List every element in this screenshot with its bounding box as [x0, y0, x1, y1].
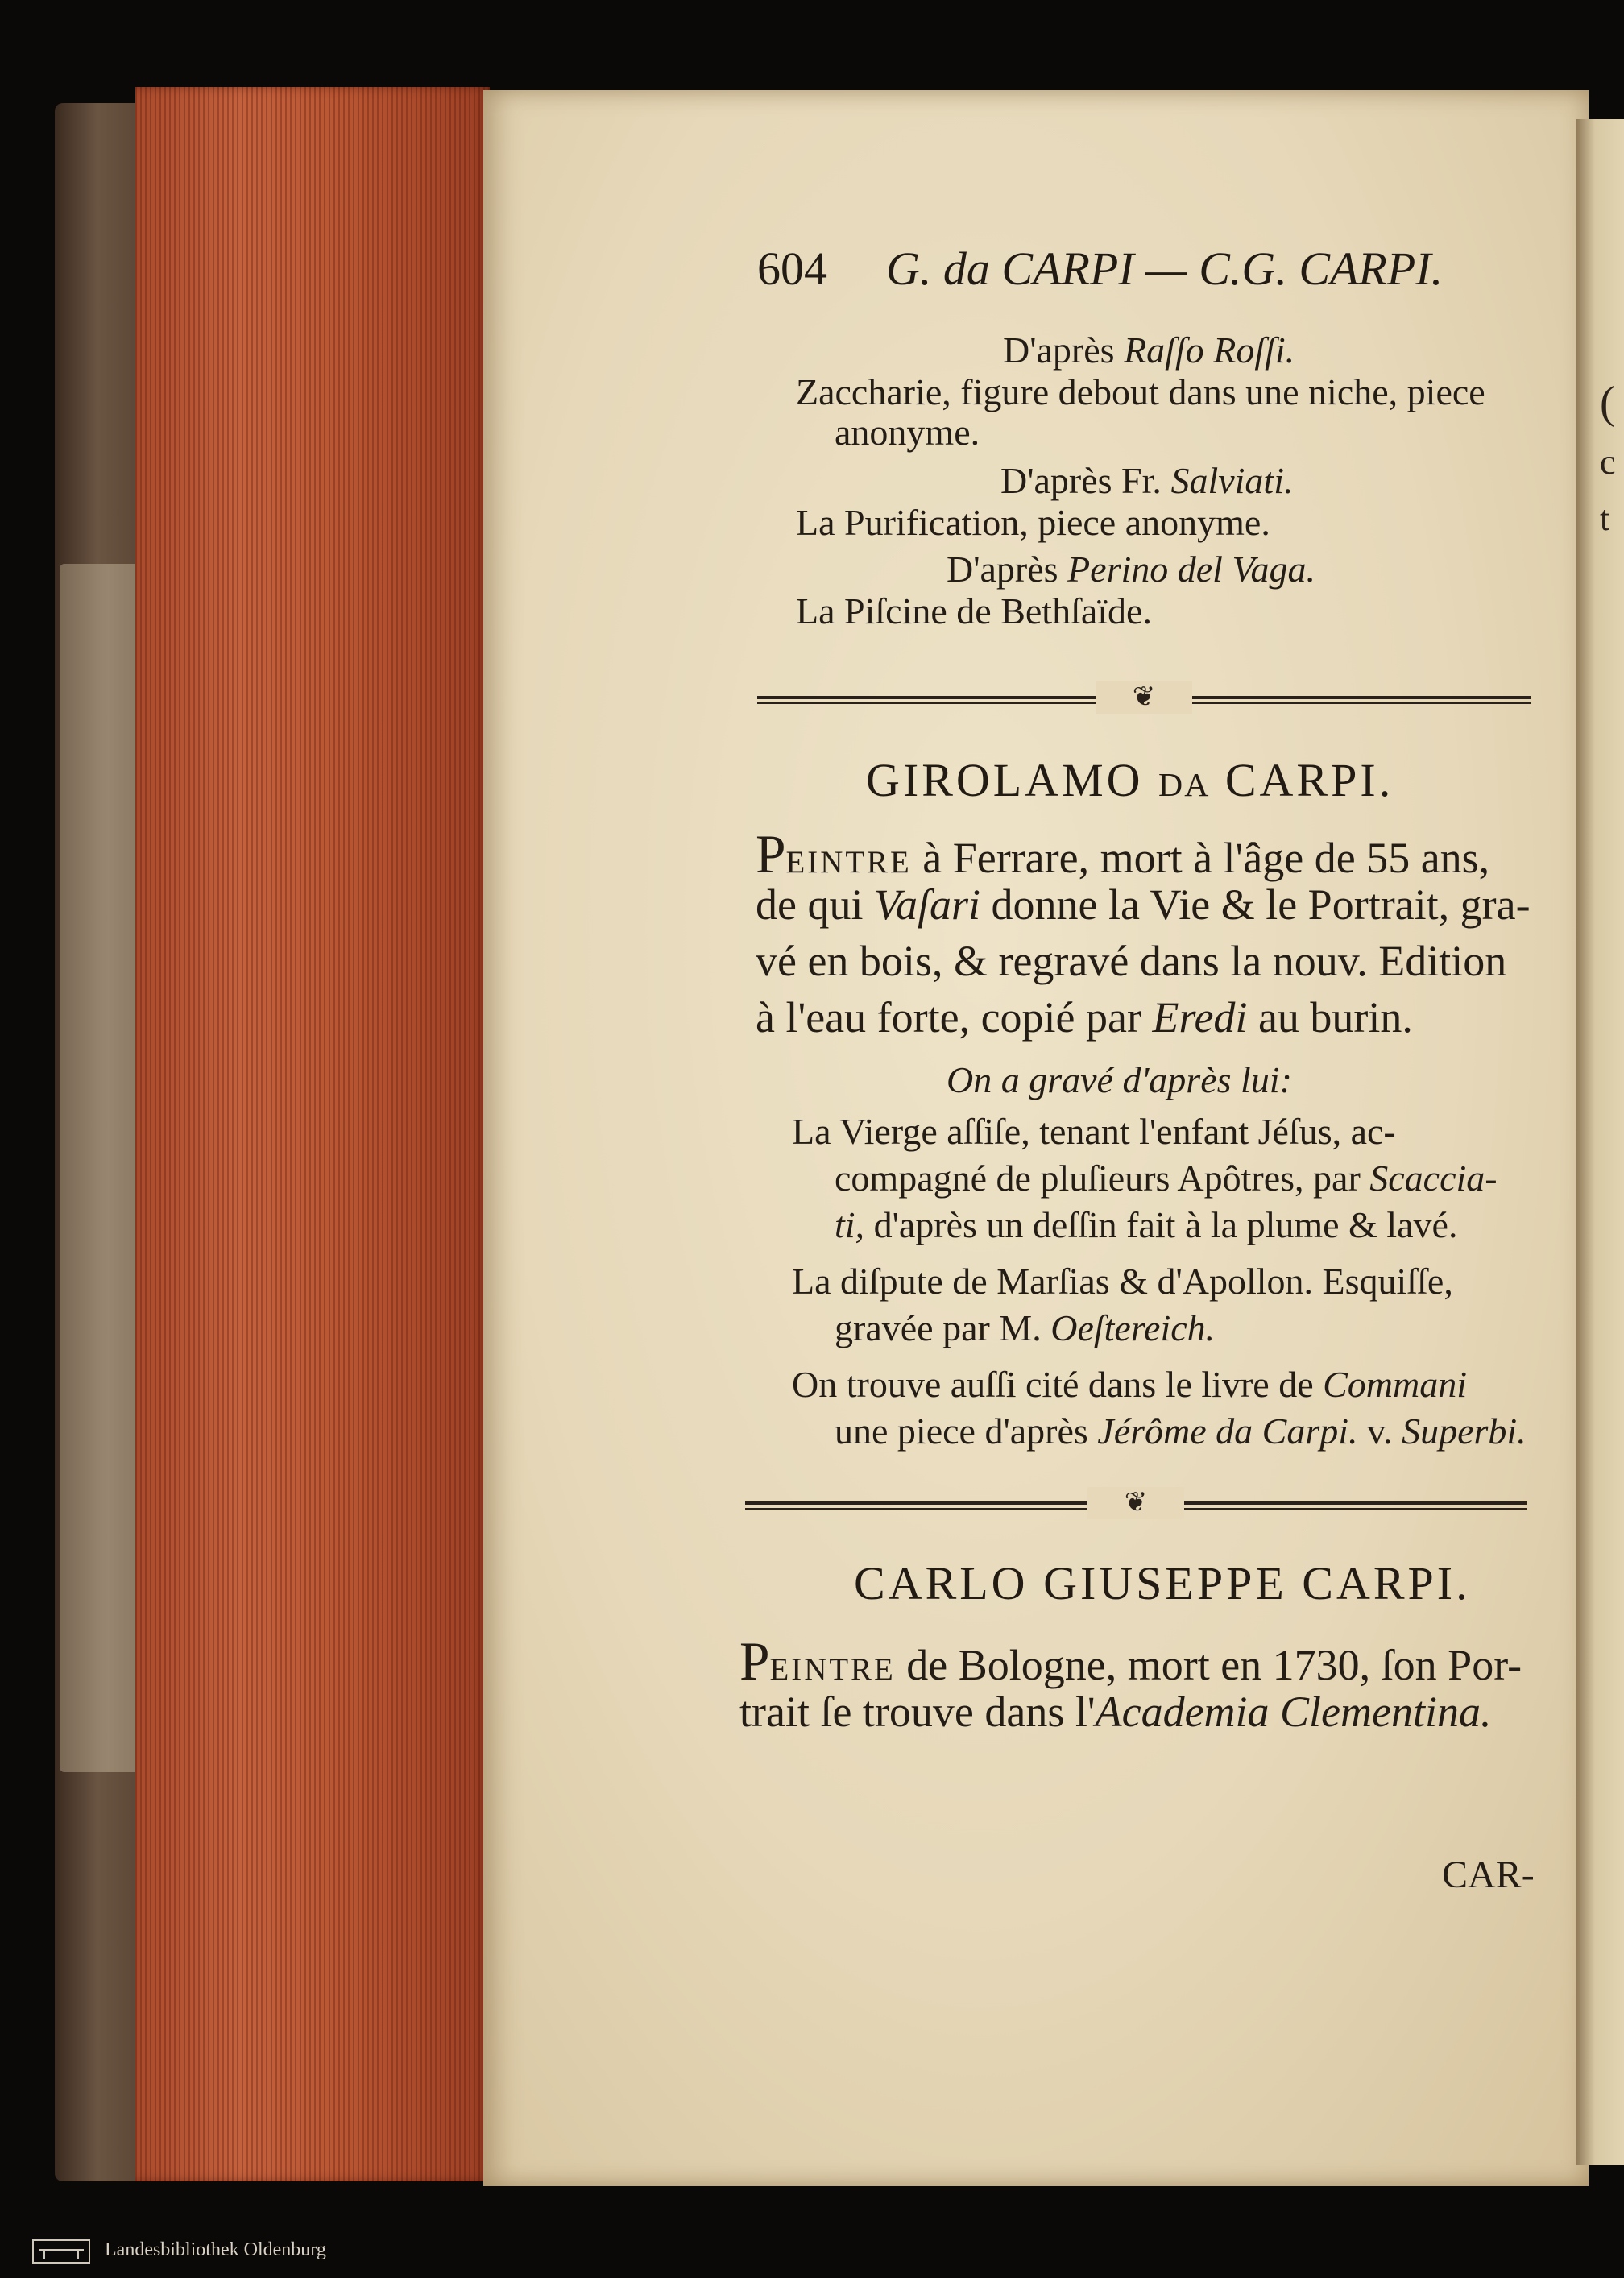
text-run: de qui [756, 880, 874, 929]
text-run: de Bologne, mort en 1730, ſon Por- [895, 1641, 1522, 1689]
running-title: G. da CARPI — C.G. CARPI. [886, 242, 1444, 295]
library-logo-icon [32, 2239, 90, 2264]
text-line [756, 880, 1531, 930]
italic-run: Salviati. [1170, 460, 1294, 501]
text-run: D'après [1003, 329, 1125, 371]
text-line [740, 1687, 1492, 1737]
italic-run: ti, [835, 1204, 865, 1245]
initial-letter: P [740, 1631, 770, 1692]
ornamental-rule [745, 1488, 1527, 1518]
text-run: La Vierge aſſiſe, tenant l'enfant Jéſus, ac- [792, 1111, 1396, 1152]
library-name: Landesbibliothek Oldenburg [105, 2239, 326, 2260]
text-line [756, 936, 1506, 986]
text-run: vé en bois, & regravé dans la nouv. Edition [756, 937, 1507, 985]
text-run: donne la Vie & le Portrait, gra- [980, 880, 1531, 929]
text-line [792, 1260, 1453, 1303]
italic-run: Jérôme da Carpi. [1097, 1410, 1358, 1452]
text-run: La diſpute de Marſias & d'Apollon. Esquiſſe, [792, 1261, 1453, 1302]
small-caps-run: EINTRE [769, 1652, 896, 1687]
text-run: trait ſe trouve dans l' [740, 1688, 1096, 1736]
next-page-glyph: ( [1600, 378, 1615, 428]
catchword: CAR- [1442, 1853, 1535, 1896]
ornament-icon: ❦ [1088, 1487, 1184, 1519]
text-run: La Piſcine de Bethſaïde. [796, 590, 1152, 632]
text-run: On trouve auſſi cité dans le livre de [792, 1364, 1324, 1405]
italic-run: Raſſo Roſſi. [1124, 329, 1295, 371]
text-line [835, 1410, 1527, 1452]
text-line [835, 1203, 1457, 1246]
text-line [835, 411, 980, 454]
text-run: au burin. [1247, 993, 1413, 1042]
next-page-glyph: c [1600, 442, 1616, 482]
text-line [796, 590, 1152, 632]
text-run: v. [1357, 1410, 1402, 1452]
text-line [1003, 329, 1295, 371]
small-caps-run: EINTRE [785, 845, 912, 880]
initial-letter: P [756, 824, 786, 884]
text-run: anonyme. [835, 412, 980, 453]
text-line [740, 1630, 1522, 1693]
text-line [796, 501, 1270, 544]
text-run: gravée par M. [835, 1307, 1051, 1348]
running-head [757, 242, 1522, 306]
footer-bar [0, 2226, 1611, 2278]
next-page-glyph: t [1600, 499, 1610, 538]
text-run: une piece d'après [835, 1410, 1098, 1452]
text-line [796, 371, 1485, 413]
ornamental-rule [757, 682, 1531, 712]
text-line [792, 1110, 1396, 1153]
text-run: à Ferrare, mort à l'âge de 55 ans, [911, 834, 1490, 882]
italic-run: Eredi [1152, 993, 1248, 1042]
text-run: d'après un deſſin fait à la plume & lavé. [864, 1204, 1458, 1245]
text-line [1000, 459, 1293, 502]
section-heading: GIROLAMO DA CARPI. [866, 754, 1394, 806]
italic-run: Vaſari [873, 880, 981, 929]
italic-run: Oeſtereich. [1050, 1307, 1216, 1348]
text-line [835, 1157, 1498, 1199]
text-run: D'après [947, 549, 1068, 590]
text-run: à l'eau forte, copié par [756, 993, 1153, 1042]
text-line [756, 823, 1489, 886]
text-run: compagné de pluſieurs Apôtres, par [835, 1158, 1370, 1199]
page-edges [135, 87, 490, 2181]
text-line [947, 548, 1315, 590]
next-page-edge [1576, 119, 1624, 2165]
italic-run: Scaccia- [1369, 1158, 1498, 1199]
italic-run: Commani [1323, 1364, 1468, 1405]
text-line [756, 992, 1413, 1042]
text-run: La Purification, piece anonyme. [796, 502, 1270, 543]
italic-run: Superbi. [1402, 1410, 1527, 1452]
text-run: Zaccharie, figure debout dans une niche, piece [796, 371, 1485, 412]
section-heading: CARLO GIUSEPPE CARPI. [854, 1557, 1471, 1609]
subheading: On a gravé d'après lui: [947, 1059, 1292, 1100]
text-line [792, 1363, 1467, 1406]
text-line [835, 1307, 1215, 1349]
italic-run: Academia Clementina. [1095, 1688, 1492, 1736]
italic-run: Perino del Vaga. [1067, 549, 1315, 590]
page-number: 604 [757, 242, 827, 295]
text-run: D'après Fr. [1000, 460, 1171, 501]
ornament-icon: ❦ [1096, 681, 1192, 714]
